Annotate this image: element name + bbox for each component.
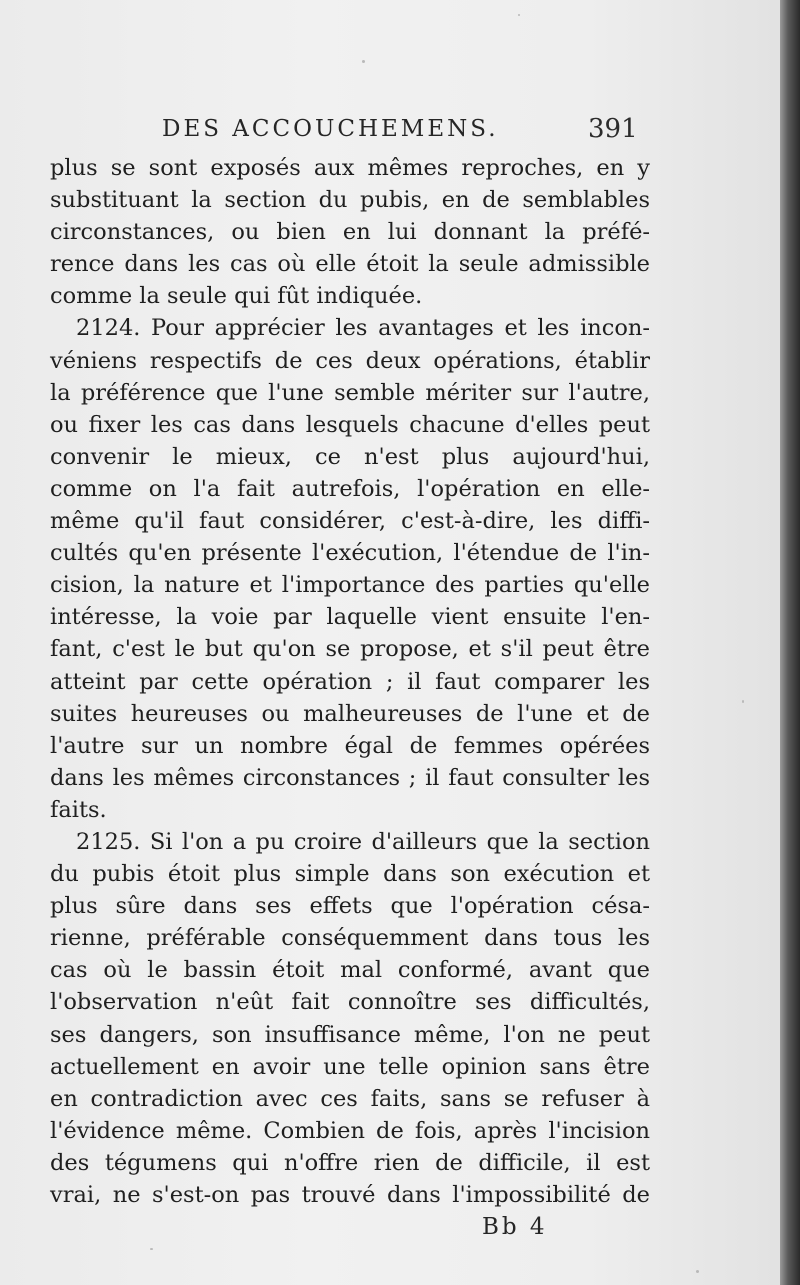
text-line: ou fixer les cas dans lesquels chacune d'elles peut — [50, 411, 650, 438]
text-line: atteint par cette opération ; il faut comparer les — [50, 668, 650, 695]
paper-speck — [150, 1248, 153, 1250]
text-line: faits. — [50, 796, 107, 823]
text-line: circonstances, ou bien en lui donnant la préfé- — [50, 219, 650, 246]
paragraph-2124-start: 2124. Pour apprécier les avantages et les incon- — [76, 315, 650, 342]
running-title: DES ACCOUCHEMENS. — [162, 116, 499, 142]
text-line: des tégumens qui n'offre rien de difficile, il est — [50, 1149, 650, 1176]
text-line: l'autre sur un nombre égal de femmes opérées — [50, 732, 650, 759]
binding-shadow — [780, 0, 800, 1285]
paper-speck — [742, 700, 744, 703]
text-line: rence dans les cas où elle étoit la seule admissible — [50, 251, 650, 278]
paragraph-2125-start: 2125. Si l'on a pu croire d'ailleurs que la section — [76, 828, 650, 855]
text-line: convenir le mieux, ce n'est plus aujourd'hui, — [50, 443, 650, 470]
text-line: cas où le bassin étoit mal conformé, avant que — [50, 957, 650, 984]
text-line: suites heureuses ou malheureuses de l'une et de — [50, 700, 650, 727]
text-line: vrai, ne s'est-on pas trouvé dans l'impossibilité de — [50, 1182, 650, 1208]
page-header — [0, 110, 780, 150]
paper-speck — [696, 1270, 699, 1273]
text-line: même qu'il faut considérer, c'est-à-dire, les diffi- — [50, 508, 650, 535]
text-line: substituant la section du pubis, en de semblables — [50, 187, 650, 214]
text-line: ses dangers, son insuffisance même, l'on ne peut — [50, 1021, 650, 1048]
page-number: 391 — [588, 114, 638, 144]
text-line: la préférence que l'une semble mériter sur l'autre, — [50, 379, 650, 406]
paper-speck — [362, 60, 365, 63]
text-line: comme on l'a fait autrefois, l'opération en elle- — [50, 475, 650, 502]
body-text — [50, 152, 650, 1211]
text-line: comme la seule qui fût indiquée. — [50, 283, 423, 310]
signature-mark: Bb 4 — [482, 1214, 548, 1240]
text-line: cultés qu'en présente l'exécution, l'étendue de l'in- — [50, 540, 650, 567]
text-line: intéresse, la voie par laquelle vient ensuite l'en- — [50, 604, 650, 631]
text-line: plus sûre dans ses effets que l'opération césa- — [50, 893, 650, 920]
text-line: en contradiction avec ces faits, sans se refuser à — [50, 1085, 650, 1112]
paper-speck — [518, 14, 520, 16]
text-line: du pubis étoit plus simple dans son exécution et — [50, 861, 650, 888]
text-line: actuellement en avoir une telle opinion sans être — [50, 1053, 650, 1080]
text-line: l'observation n'eût fait connoître ses difficultés, — [50, 989, 650, 1016]
text-line: rienne, préférable conséquemment dans tous les — [50, 925, 650, 952]
text-line: dans les mêmes circonstances ; il faut consulter les — [50, 764, 650, 791]
text-line: cision, la nature et l'importance des parties qu'elle — [50, 572, 650, 599]
text-line: fant, c'est le but qu'on se propose, et s'il peut être — [50, 636, 650, 663]
text-line: plus se sont exposés aux mêmes reproches, en y — [50, 155, 650, 181]
text-line: véniens respectifs de ces deux opérations, établir — [50, 347, 650, 374]
text-line: l'évidence même. Combien de fois, après l'incision — [50, 1117, 650, 1144]
